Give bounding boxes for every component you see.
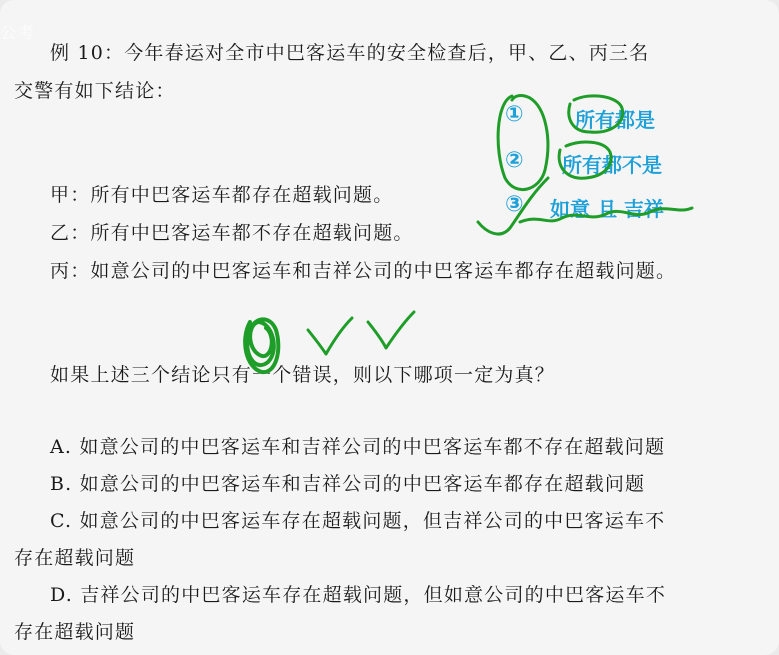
option-a[interactable]: A. 如意公司的中巴客运车和吉祥公司的中巴客运车都不存在超载问题 — [50, 436, 666, 458]
question-ask: 如果上述三个结论只有一个错误，则以下哪项一定为真？ — [50, 364, 556, 386]
statement-bing: 丙：如意公司的中巴客运车和吉祥公司的中巴客运车都存在超载问题。 — [50, 260, 677, 282]
statement-jia: 甲：所有中巴客运车都存在超载问题。 — [50, 184, 394, 206]
annotation-marker-3: ③ — [505, 192, 524, 217]
option-c-line-2[interactable]: 存在超载问题 — [14, 547, 136, 569]
option-b[interactable]: B. 如意公司的中巴客运车和吉祥公司的中巴客运车都存在超载问题 — [50, 473, 646, 495]
annotation-note-1: 所有都是 — [575, 108, 655, 132]
annotation-marker-2: ② — [505, 148, 524, 173]
statement-yi: 乙：所有中巴客运车都不存在超载问题。 — [50, 222, 414, 244]
question-stem-line-2: 交警有如下结论： — [14, 80, 176, 102]
option-d-line-2[interactable]: 存在超载问题 — [14, 621, 136, 643]
annotation-marker-1: ① — [505, 102, 524, 127]
annotation-note-3: 如意 且 吉祥 — [550, 197, 664, 221]
question-stem-line-1: 例 10：今年春运对全市中巴客运车的安全检查后，甲、乙、丙三名 — [50, 42, 650, 64]
option-d-line-1[interactable]: D. 吉祥公司的中巴客运车存在超载问题，但如意公司的中巴客运车不 — [50, 584, 667, 606]
watermark-logo: 公考 — [0, 23, 37, 42]
option-c-line-1[interactable]: C. 如意公司的中巴客运车存在超载问题，但吉祥公司的中巴客运车不 — [50, 510, 666, 532]
annotation-note-2: 所有都不是 — [562, 153, 662, 177]
